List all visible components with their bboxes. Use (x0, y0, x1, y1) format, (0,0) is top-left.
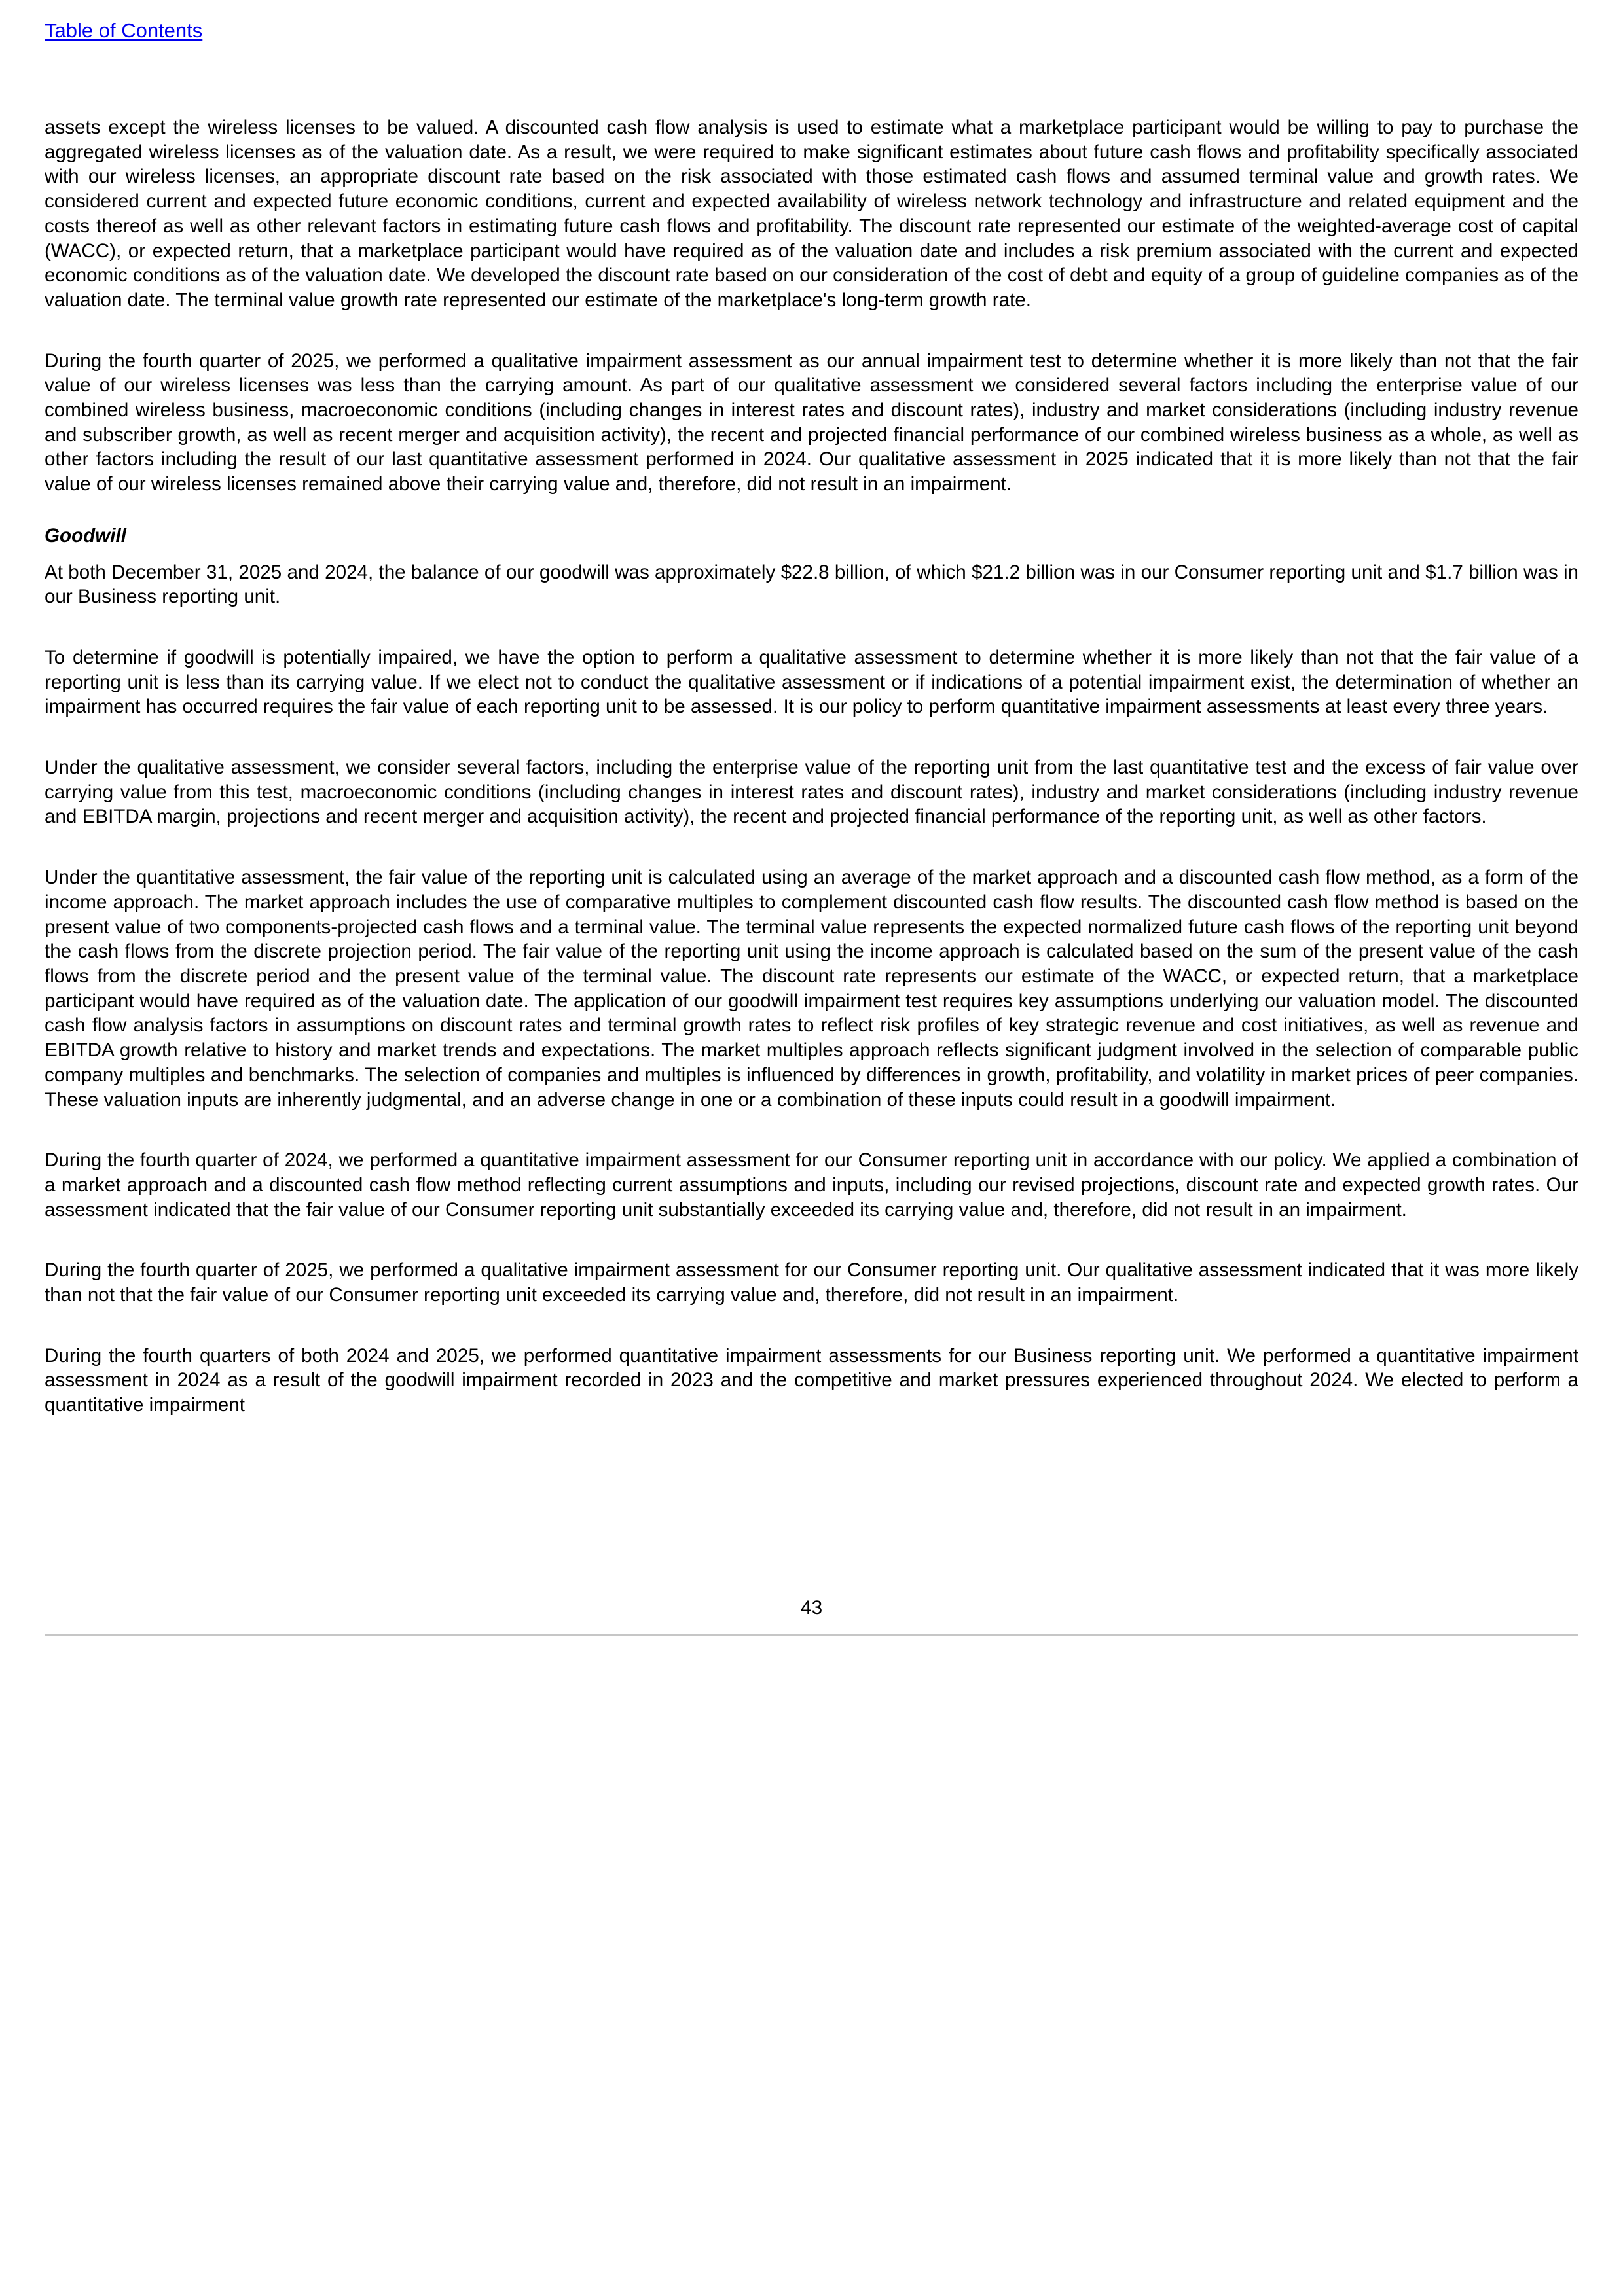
paragraph-wireless-license-valuation: assets except the wireless licenses to be valued. A discounted cash flow analysis is used to estimate what a marketplace participant would be willing to pay to purchase the aggregated wireless licenses as of the valuation date. As a result, we were required to make significant estimates about future cash flows and profitability specifically associated with our wireless licenses, an appropriate discount rate based on the risk associated with those estimated cash flows and assumed terminal value and growth rates. We considered current and expected future economic conditions, current and expected availability of wireless network technology and infrastructure and related equipment and the costs thereof as well as other relevant factors in estimating future cash flows and profitability. The discount rate represented our estimate of the weighted-average cost of capital (WACC), or expected return, that a marketplace participant would have required as of the valuation date and includes a risk premium associated with the current and expected economic conditions as of the valuation date. We developed the discount rate based on our consideration of the cost of debt and equity of a group of guideline companies as of the valuation date. The terminal value growth rate represented our estimate of the marketplace's long-term growth rate. (45, 117, 1578, 311)
paragraph-goodwill-impairment-option: To determine if goodwill is potentially impaired, we have the option to perform a qualitative assessment to determine whether it is more likely than not that the fair value of a reporting unit is less than its carrying value. If we elect not to conduct the qualitative assessment or if indications of a potential impairment exist, the determination of whether an impairment has occurred requires the fair value of each reporting unit to be assessed. It is our policy to perform quantitative impairment assessments at least every three years. (45, 646, 1578, 718)
page-number: 43 (800, 1597, 823, 1619)
paragraph-business-unit-assessment: During the fourth quarters of both 2024 and 2025, we performed quantitative impairment assessments for our Business reporting unit. We performed a quantitative impairment assessment in 2024 as a result of the goodwill impairment recorded in 2023 and the competitive and market pressures experienced throughout 2024. We elected to perform a quantitative impairment (45, 1344, 1578, 1416)
paragraph-goodwill-balance: At both December 31, 2025 and 2024, the balance of our goodwill was approximately $22.8 billion, of which $21.2 billion was in our Consumer reporting unit and $1.7 billion was in our Business reporting unit. (45, 561, 1578, 608)
page-body (45, 115, 1578, 1454)
paragraph-quantitative-assessment-method: Under the quantitative assessment, the fair value of the reporting unit is calculated using an average of the market approach and a discounted cash flow method, as a form of the income approach. The market approach includes the use of comparative multiples to complement discounted cash flow results. The discounted cash flow method is based on the present value of two components-projected cash flows and a terminal value. The terminal value represents the expected normalized future cash flows of the reporting unit beyond the cash flows from the discrete projection period. The fair value of the reporting unit using the income approach is calculated based on the sum of the present value of the cash flows from the discrete period and the present value of the terminal value. The discount rate represents our estimate of the WACC, or expected return, that a marketplace participant would have required as of the valuation date. The application of our goodwill impairment test requires key assumptions underlying our valuation model. The discounted cash flow analysis factors in assumptions on discount rates and terminal growth rates to reflect risk profiles of key strategic revenue and cost initiatives, as well as revenue and EBITDA growth relative to history and market trends and expectations. The market multiples approach reflects significant judgment involved in the selection of comparable public company multiples and benchmarks. The selection of companies and multiples is influenced by differences in growth, profitability, and volatility in market prices of peer companies. These valuation inputs are inherently judgmental, and an adverse change in one or a combination of these inputs could result in a goodwill impairment. (45, 867, 1578, 1111)
paragraph-qualitative-assessment-factors: Under the qualitative assessment, we consider several factors, including the enterprise value of the reporting unit from the last quantitative test and the excess of fair value over carrying value from this test, macroeconomic conditions (including changes in interest rates and discount rates), industry and market considerations (including industry revenue and EBITDA margin, projections and recent merger and acquisition activity), the recent and projected financial performance of the reporting unit, as well as other factors. (45, 757, 1578, 828)
goodwill-heading: Goodwill (45, 524, 126, 547)
paragraph-consumer-2024-assessment: During the fourth quarter of 2024, we performed a quantitative impairment assessment for our Consumer reporting unit in accordance with our policy. We applied a combination of a market approach and a discounted cash flow method reflecting current assumptions and inputs, including our revised projections, discount rate and expected growth rates. Our assessment indicated that the fair value of our Consumer reporting unit substantially exceeded its carrying value and, therefore, did not result in an impairment. (45, 1149, 1578, 1221)
paragraph-consumer-2025-assessment: During the fourth quarter of 2025, we performed a qualitative impairment assessment for our Consumer reporting unit. Our qualitative assessment indicated that it was more likely than not that the fair value of our Consumer reporting unit exceeded its carrying value and, therefore, did not result in an impairment. (45, 1259, 1578, 1306)
paragraph-wireless-qualitative-assessment: During the fourth quarter of 2025, we performed a qualitative impairment assessment as our annual impairment test to determine whether it is more likely than not that the fair value of our wireless licenses was less than the carrying amount. As part of our qualitative assessment we considered several factors including the enterprise value of our combined wireless business, macroeconomic conditions (including changes in interest rates and discount rates), industry and market considerations (including industry revenue and subscriber growth, as well as recent merger and acquisition activity), the recent and projected financial performance of our combined wireless business as a whole, as well as other factors including the result of our last quantitative assessment performed in 2024. Our qualitative assessment in 2025 indicated that it is more likely than not that the fair value of our wireless licenses remained above their carrying value and, therefore, did not result in an impairment. (45, 350, 1578, 495)
table-of-contents-link[interactable]: Table of Contents (45, 19, 203, 42)
footer-divider (45, 1634, 1578, 1636)
